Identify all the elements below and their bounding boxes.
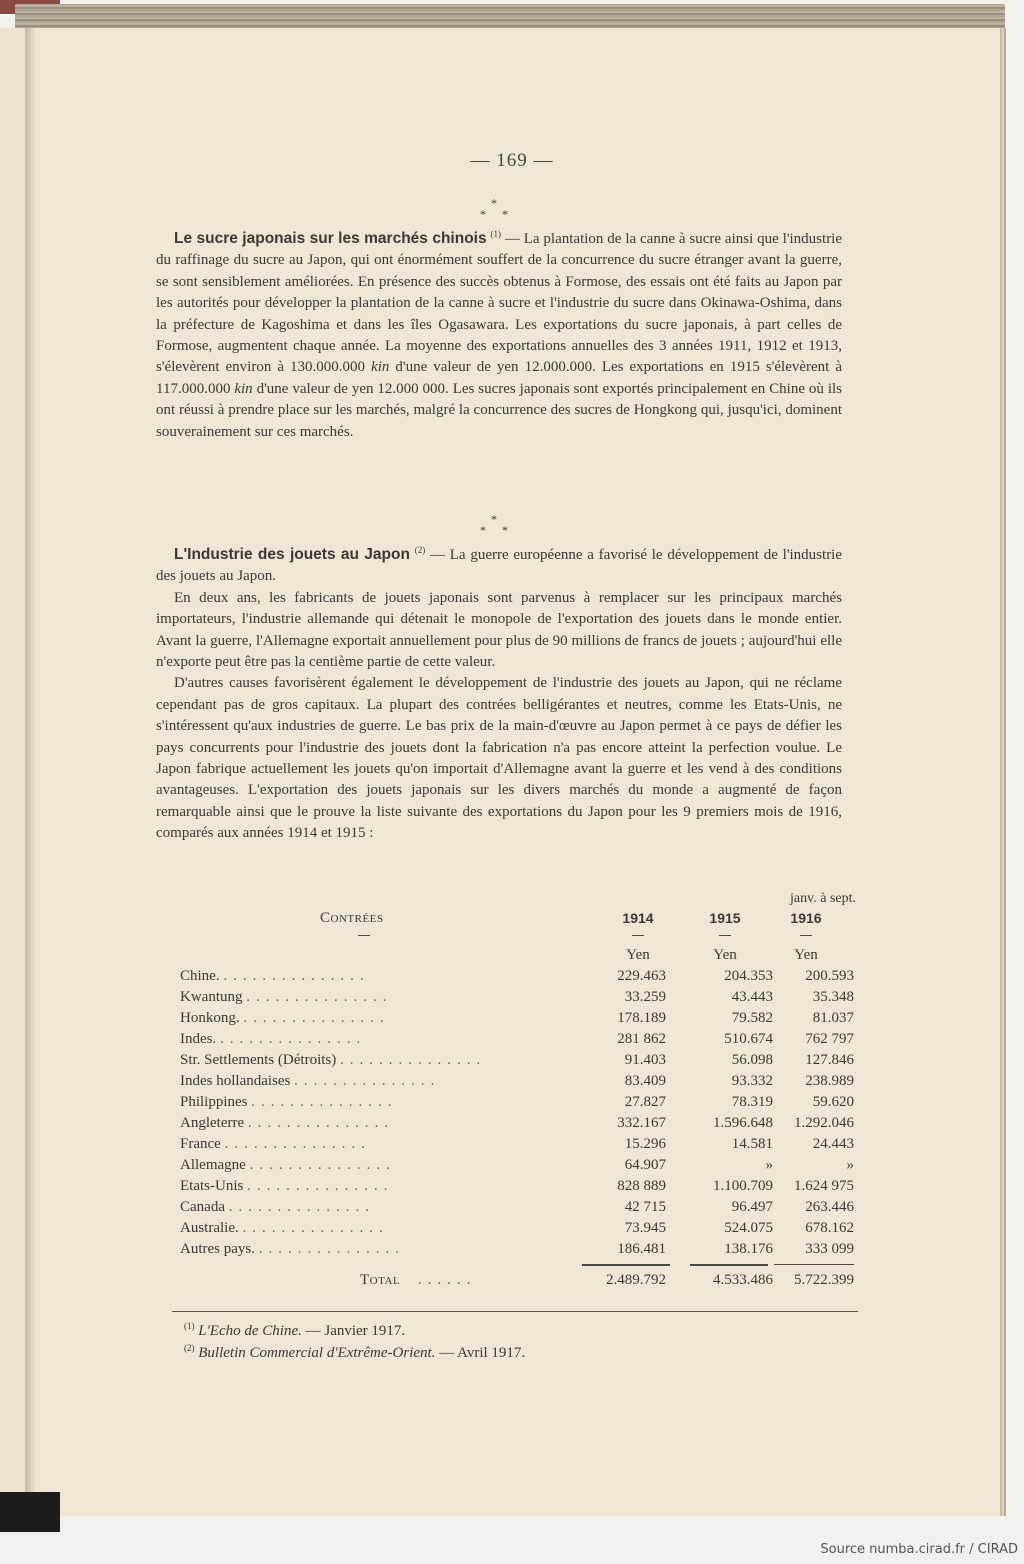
value-1915: 96.497 bbox=[731, 1199, 773, 1215]
table-body bbox=[180, 966, 856, 1260]
value-1916: 238.989 bbox=[805, 1073, 854, 1089]
leader-dots: ............... bbox=[247, 1178, 394, 1194]
unit-row bbox=[180, 945, 856, 966]
table-row: Australie. ............... 73.945 524.075 678.162 bbox=[180, 1218, 856, 1239]
leader-dots: ............... bbox=[224, 1136, 371, 1152]
value-1914: 332.167 bbox=[617, 1115, 666, 1131]
country-name: France bbox=[180, 1136, 221, 1152]
leader-dots: ............... bbox=[258, 1241, 405, 1257]
footnote-2: $^{(2)}$ Bulletin Commercial d'Extrême-Orient. — Avril 1917. bbox=[184, 1343, 526, 1361]
section-intro: — La guerre européenne a favorisé le développement de l'industrie des jouets au Japon. bbox=[156, 547, 843, 585]
unit-1916: Yen bbox=[794, 947, 818, 963]
sum-rule-row bbox=[180, 1260, 856, 1270]
value-1914: 91.403 bbox=[624, 1052, 666, 1068]
value-1916: 127.846 bbox=[805, 1052, 854, 1068]
header-year-1914: 1914 bbox=[622, 910, 654, 926]
value-1916: 678.162 bbox=[805, 1220, 854, 1236]
country-name: Philippines bbox=[180, 1094, 248, 1110]
table-row bbox=[180, 1092, 856, 1113]
value-1914: 229.463 bbox=[617, 968, 666, 984]
leader-dots: ............... bbox=[247, 1115, 395, 1131]
country-name: Indes hollandaises bbox=[180, 1073, 291, 1089]
leader-dots: ............... bbox=[223, 968, 370, 984]
footnote-source: Bulletin Commercial d'Extrême-Orient. bbox=[198, 1345, 436, 1361]
paragraph: D'autres causes favorisèrent également le développement de l'industrie des jouets au Japon, qui ne réclame cependant pas de gros capitaux. La plupart des contrées belligérantes et neutres, comme les Etats-Unis, ne s'intéressent qu'aux industries de guerre. Le bas prix de la main-d'œuvre au Japon permet à ce pays de défier les pays concurrents pour l'industrie des jouets dont la fabrication n'a pas encore atteint la perfection voulue. Le Japon fabrique actuellement les jouets qu'on importait d'Allemagne avant la guerre et les vend à des conditions avantageuses. L'exportation des jouets japonais sur les divers marchés du monde a augmenté de façon remarquable ainsi que le prouve la liste suivante des exportations du Japon pour les 9 premiers mois de 1916, comparés aux années 1914 et 1915 : bbox=[156, 675, 842, 842]
value-1916: 762 797 bbox=[805, 1031, 854, 1047]
value-1915: 93.332 bbox=[731, 1073, 773, 1089]
value-1916: 81.037 bbox=[812, 1010, 854, 1026]
table-row bbox=[180, 1050, 856, 1071]
table-row: Indes. ............... 281 862 510.674 762 797 bbox=[180, 1029, 856, 1050]
period-note: janv. à sept. bbox=[790, 891, 856, 906]
table-total-row: Total ...... 2.489.792 4.533.486 5.722.399 bbox=[180, 1270, 856, 1291]
country-name: Etats-Unis bbox=[180, 1178, 244, 1194]
header-year-1916: 1916 bbox=[790, 910, 822, 926]
value-1916: 263.446 bbox=[805, 1199, 854, 1215]
gutter-shadow bbox=[26, 28, 36, 1516]
source-credit: Source numba.cirad.fr / CIRAD bbox=[820, 1542, 1018, 1557]
table-row bbox=[180, 1113, 856, 1134]
value-1915: 79.582 bbox=[731, 1010, 773, 1026]
value-1916: 200.593 bbox=[805, 968, 854, 984]
value-1916: 35.348 bbox=[812, 989, 854, 1005]
value-1915: 204.353 bbox=[724, 968, 773, 984]
value-1916: 59.620 bbox=[812, 1094, 854, 1110]
leader-dots: ............... bbox=[251, 1094, 398, 1110]
header-year-1915: 1915 bbox=[709, 910, 741, 926]
value-1915: 1.596.648 bbox=[713, 1115, 773, 1131]
value-1914: 828 889 bbox=[617, 1178, 666, 1194]
country-name: Australie bbox=[180, 1220, 235, 1236]
table-row: Autres pays. ............... 186.481 138.176 333 099 bbox=[180, 1239, 856, 1260]
value-1916: 1.624 975 bbox=[794, 1178, 854, 1194]
value-1915: 524.075 bbox=[724, 1220, 773, 1236]
value-1914: 281 862 bbox=[617, 1031, 666, 1047]
total-label: Total bbox=[360, 1272, 401, 1288]
total-1914: 2.489.792 bbox=[606, 1272, 666, 1288]
leader-dots: ............... bbox=[243, 1010, 390, 1026]
country-name: Honkong bbox=[180, 1010, 236, 1026]
country-name: Indes bbox=[180, 1031, 213, 1047]
footnote-1: $^{(1)}$ L'Echo de Chine. — Janvier 1917. bbox=[184, 1321, 406, 1339]
header-country: Contrées bbox=[320, 910, 384, 926]
asterism-divider: * * * bbox=[480, 196, 508, 221]
value-1914: 42 715 bbox=[624, 1199, 666, 1215]
value-1915: 78.319 bbox=[731, 1094, 773, 1110]
value-1914: 178.189 bbox=[617, 1010, 666, 1026]
footnote-date: — Avril 1917. bbox=[435, 1345, 526, 1361]
table-row bbox=[180, 1134, 856, 1155]
section-heading: L'Industrie des jouets au Japon bbox=[174, 546, 410, 563]
value-1914: 64.907 bbox=[624, 1157, 666, 1173]
country-name: Autres pays bbox=[180, 1241, 252, 1257]
value-1916: 1.292.046 bbox=[794, 1115, 854, 1131]
value-1914: 15.296 bbox=[624, 1136, 666, 1152]
value-1914: 33.259 bbox=[624, 989, 666, 1005]
value-1916: » bbox=[846, 1157, 854, 1173]
value-1915: 56.098 bbox=[731, 1052, 773, 1068]
value-1916: 24.443 bbox=[812, 1136, 854, 1152]
value-1916: 333 099 bbox=[805, 1241, 854, 1257]
facing-page-edge bbox=[0, 28, 26, 1508]
country-name: Angleterre bbox=[180, 1115, 245, 1131]
value-1915: 1.100.709 bbox=[713, 1178, 773, 1194]
book-cover-bottom bbox=[0, 1492, 60, 1532]
value-1915: 138.176 bbox=[724, 1241, 773, 1257]
page-number: — 169 — bbox=[470, 150, 554, 171]
country-name: Canada bbox=[180, 1199, 225, 1215]
table-row bbox=[180, 1071, 856, 1092]
book-page-edges bbox=[15, 4, 1005, 30]
footnote-ref[interactable]: (2) bbox=[414, 545, 426, 555]
value-1914: 83.409 bbox=[624, 1073, 666, 1089]
footnote-ref[interactable]: (1) bbox=[490, 229, 501, 239]
header-dash-row bbox=[180, 929, 856, 945]
leader-dots: ............... bbox=[220, 1031, 367, 1047]
table-row: Chine. ............... 229.463 204.353 200.593 bbox=[180, 966, 856, 987]
leader-dots: ............... bbox=[339, 1052, 487, 1068]
value-1915: 43.443 bbox=[731, 989, 773, 1005]
footnotes bbox=[184, 1320, 844, 1364]
table-row bbox=[180, 987, 856, 1008]
section-body: — La plantation de la canne à sucre ainsi que l'industrie du raffinage du sucre au Japon, qui ont énormément souffert de la concurrence du sucre étranger avant la guerre, se sont sensiblement améliorées. En présence des succès obtenus à Formose, des essais ont été faits au Japon par les autorités pour développer la plantation de la canne à sucre et l'industrie du sucre dans Okinawa-Oshima, dans la préfecture de Kagoshima et dans les îles Ogasawara. Les exportations du sucre japonais, à part celles de Formose, augmentent chaque année. La moyenne des exportations annuelles des 3 années 1911, 1912 et 1913, s'élevèrent environ à 130.000.000 bbox=[156, 231, 843, 376]
total-1916: 5.722.399 bbox=[794, 1272, 854, 1288]
country-name: Str. Settlements (Détroits) bbox=[180, 1052, 337, 1068]
table-header-row bbox=[180, 908, 856, 929]
table-row: Honkong. ............... 178.189 79.582 81.037 bbox=[180, 1008, 856, 1029]
section-toys bbox=[156, 544, 842, 845]
asterism-divider: * * * bbox=[480, 512, 508, 537]
section-heading: Le sucre japonais sur les marchés chinois bbox=[174, 230, 487, 247]
total-1915: 4.533.486 bbox=[713, 1272, 773, 1288]
country-name: Chine bbox=[180, 968, 216, 984]
paragraph: En deux ans, les fabricants de jouets japonais sont parvenus à remplacer sur les principaux marchés importateurs, l'industrie allemande qui détenait le monopole de l'exportation des jouets dans le monde entier. Avant la guerre, l'Allemagne exportait annuellement pour plus de 90 millions de francs de jouets ; aujourd'hui elle n'exporte peut être pas la centième partie de cette valeur. bbox=[156, 589, 842, 671]
value-1914: 186.481 bbox=[617, 1241, 666, 1257]
unit-1915: Yen bbox=[713, 947, 737, 963]
footnote-source: L'Echo de Chine. bbox=[198, 1323, 302, 1339]
table-row bbox=[180, 1155, 856, 1176]
leader-dots: ............... bbox=[246, 989, 393, 1005]
footnote-date: — Janvier 1917. bbox=[301, 1323, 406, 1339]
country-name: Allemagne bbox=[180, 1157, 246, 1173]
leader-dots: ............... bbox=[294, 1073, 441, 1089]
country-name: Kwantung bbox=[180, 989, 243, 1005]
table-period-row bbox=[180, 888, 856, 908]
footnote-divider bbox=[172, 1311, 858, 1312]
value-1915: 510.674 bbox=[724, 1031, 773, 1047]
value-1915: » bbox=[765, 1157, 773, 1173]
leader-dots: ............... bbox=[228, 1199, 375, 1215]
table-row bbox=[180, 1197, 856, 1218]
leader-dots: ............... bbox=[242, 1220, 389, 1236]
unit-1914: Yen bbox=[626, 947, 650, 963]
section-sugar: Le sucre japonais sur les marchés chinois $^{(1)}$ — La plantation de la canne à sucre ainsi que l'industrie du raffinage du sucre au Japon, qui ont énormément souffert de la concurrence du sucre étranger avant la guerre, se sont sensiblement améliorées. En présence des succès obtenus à Formose, des essais ont été faits au Japon par les autorités pour développer la plantation de la canne à sucre et l'industrie du sucre dans Okinawa-Oshima, dans la préfecture de Kagoshima et dans les îles Ogasawara. Les exportations du sucre japonais, à part celles de Formose, augmentent chaque année. La moyenne des exportations annuelles des 3 années 1911, 1912 et 1913, s'élevèrent environ à 130.000.000 kin d'une valeur de yen 12.000.000. Les exportations en 1915 s'élevèrent à 117.000.000 kin d'une valeur de yen 12.000 000. Les sucres japonais sont exportés principalement en Chine où ils ont réussi à prendre place sur les marchés, malgré la concurrence des sucres de Hongkong qui, jusqu'ici, dominent souverainement sur ces marchés. bbox=[156, 229, 843, 440]
table-row bbox=[180, 1176, 856, 1197]
leader-dots: ............... bbox=[249, 1157, 396, 1173]
toy-exports-table bbox=[180, 888, 856, 1291]
value-1915: 14.581 bbox=[731, 1136, 773, 1152]
value-1914: 27.827 bbox=[624, 1094, 666, 1110]
value-1914: 73.945 bbox=[624, 1220, 666, 1236]
